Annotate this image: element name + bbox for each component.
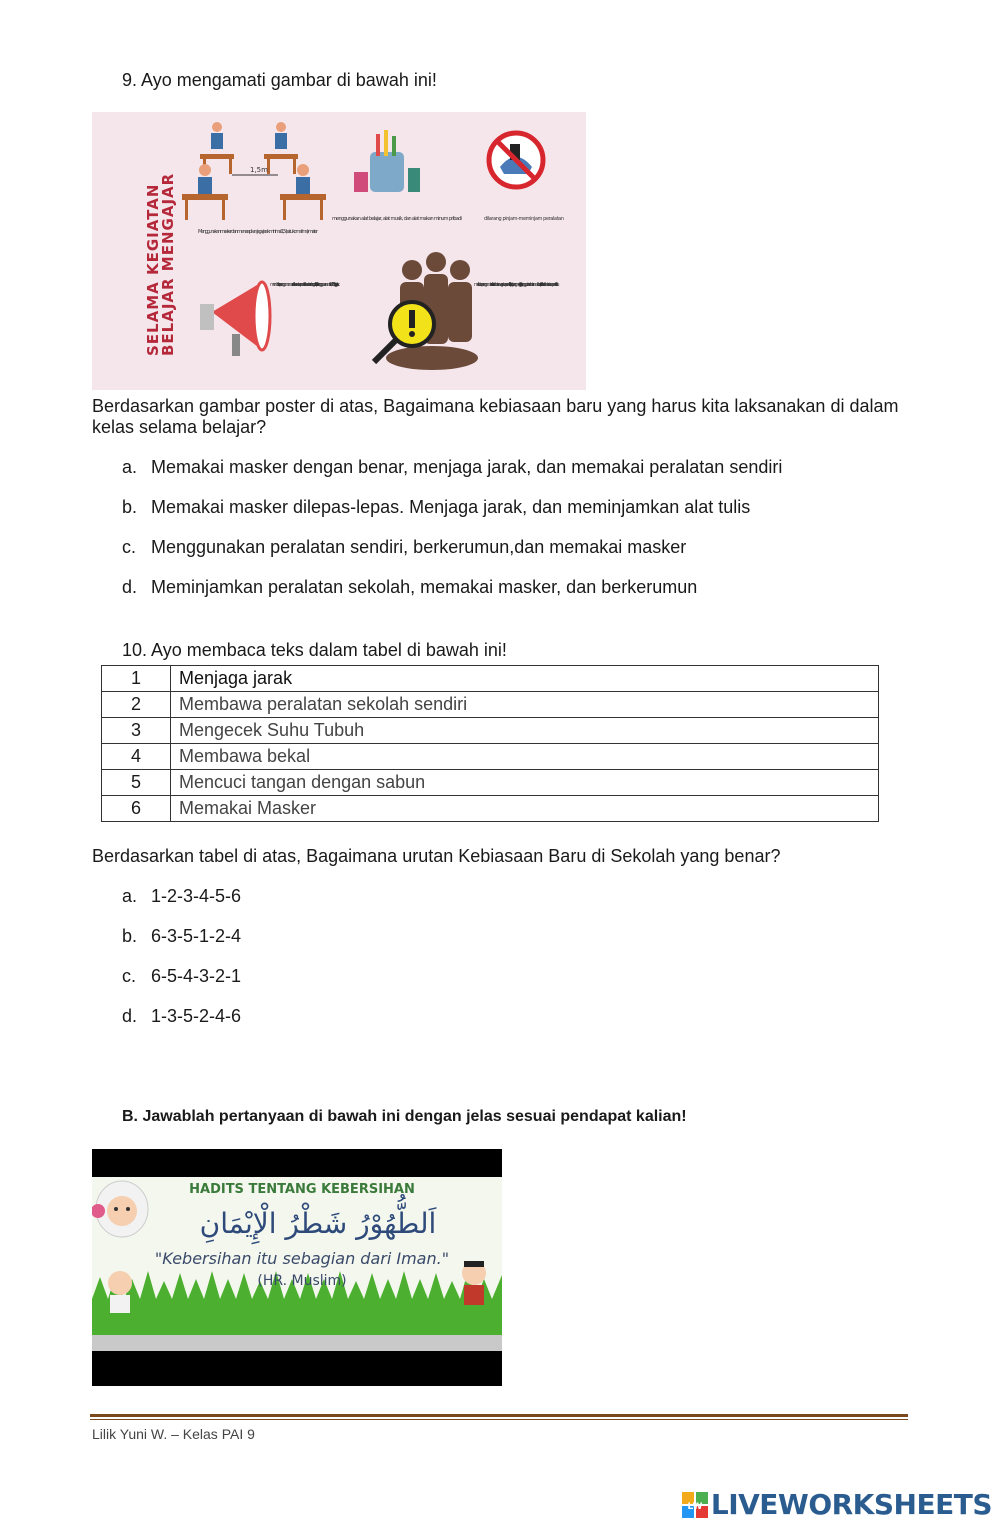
section-b-heading: B. Jawablah pertanyaan di bawah ini dengan jelas sesuai pendapat kalian! [122, 1108, 687, 1125]
caption-announce: memberikan pengumuman di seluruh area satuan pendidikan secara berulang dan intensif terkait penggunaan masker, CTPS, dan jaga jarak [270, 282, 340, 288]
table-row [102, 666, 879, 692]
liveworksheets-logo[interactable] [682, 1488, 992, 1521]
q10-option-c[interactable] [122, 966, 241, 987]
hadith-translation: "Kebersihan itu sebagian dari Iman." [154, 1249, 450, 1268]
row-text: Mengecek Suhu Tubuh [171, 718, 879, 744]
row-number: 1 [102, 666, 171, 692]
option-text: 1-3-5-2-4-6 [151, 1006, 242, 1026]
q9-title: 9. Ayo mengamati gambar di bawah ini! [122, 70, 437, 90]
poster-title-2: BELAJAR MENGAJAR [159, 172, 177, 356]
hadith-image [92, 1149, 502, 1386]
footer-divider [90, 1414, 908, 1417]
row-number: 5 [102, 770, 171, 796]
table-row [102, 770, 879, 796]
q9-question: Berdasarkan gambar poster di atas, Bagaimana kebiasaan baru yang harus kita laksanakan di dalam kelas selama belajar? [92, 396, 899, 437]
footer-divider-thin [90, 1419, 908, 1420]
option-text: Memakai masker dengan benar, menjaga jarak, dan memakai peralatan sendiri [151, 457, 783, 477]
distance-label: 1,5m [250, 166, 268, 174]
table-row [102, 692, 879, 718]
option-letter: c. [122, 537, 137, 557]
option-letter: a. [122, 886, 138, 906]
row-text: Memakai Masker [171, 796, 879, 822]
row-number: 4 [102, 744, 171, 770]
hadith-title: HADITS TENTANG KEBERSIHAN [189, 1182, 415, 1197]
poster-title-1: SELAMA KEGIATAN [144, 183, 162, 356]
option-letter: c. [122, 966, 137, 986]
row-text: Membawa peralatan sekolah sendiri [171, 692, 879, 718]
row-text: Membawa bekal [171, 744, 879, 770]
hadith-arabic: اَلطُّهُوْرُ شَطْرُ الْإِيْمَانِ [199, 1207, 437, 1240]
q9-option-b[interactable] [122, 497, 750, 518]
option-letter: a. [122, 457, 138, 477]
caption-borrow: dilarang pinjam-meminjam peralatan [484, 216, 564, 222]
q9-option-d[interactable] [122, 577, 697, 598]
q9-option-a[interactable] [122, 457, 782, 478]
no-borrowing-icon [489, 133, 543, 187]
table-row [102, 796, 879, 822]
footer-author: Lilik Yuni W. – Kelas PAI 9 [92, 1426, 255, 1442]
option-text: 6-5-4-3-2-1 [151, 966, 242, 986]
row-text: Mencuci tangan dengan sabun [171, 770, 879, 796]
option-letter: b. [122, 926, 138, 946]
row-text: Menjaga jarak [171, 666, 879, 692]
liveworksheets-icon [682, 1492, 708, 1518]
caption-mask: Menggunakan masker dan menerapkan jaga jarak minimal 1,5 (satu koma lima) meter [198, 229, 319, 235]
q10-option-a[interactable] [122, 886, 241, 907]
option-text: 1-2-3-4-5-6 [151, 886, 242, 906]
option-text: Memakai masker dilepas-lepas. Menjaga jarak, dan meminjamkan alat tulis [151, 497, 751, 517]
covid-poster-image [92, 112, 586, 390]
row-number: 3 [102, 718, 171, 744]
liveworksheets-brand: LIVEWORKSHEETS [710, 1488, 992, 1521]
option-letter: d. [122, 1006, 138, 1026]
hadith-source: (HR. Muslim) [257, 1273, 347, 1289]
q10-question: Berdasarkan tabel di atas, Bagaimana urutan Kebiasaan Baru di Sekolah yang benar? [92, 846, 781, 866]
row-number: 6 [102, 796, 171, 822]
table-row [102, 744, 879, 770]
option-letter: b. [122, 497, 138, 517]
option-text: 6-3-5-1-2-4 [151, 926, 242, 946]
option-text: Menggunakan peralatan sendiri, berkerumun,dan memakai masker [151, 537, 687, 557]
habits-table [101, 665, 879, 822]
q10-title: 10. Ayo membaca teks dalam tabel di bawah ini! [122, 640, 507, 660]
table-row [102, 718, 879, 744]
q10-option-d[interactable] [122, 1006, 241, 1027]
caption-tools: menggunakan alat belajar, alat musik, dan alat makan minum pribadi [332, 216, 462, 222]
caption-screening: melakukan pengamatan visual kesehatan warga satuan pendidikan, jika ada yang memiliki gejala gangguan kesehatan maka harus ikuti protokol kesehatan satuan pendidikan. [474, 282, 560, 288]
option-letter: d. [122, 577, 138, 597]
row-number: 2 [102, 692, 171, 718]
option-text: Meminjamkan peralatan sekolah, memakai masker, dan berkerumun [151, 577, 698, 597]
liveworksheets-icon-mark: LW [687, 1501, 703, 1512]
q10-option-b[interactable] [122, 926, 241, 947]
q9-option-c[interactable] [122, 537, 686, 558]
